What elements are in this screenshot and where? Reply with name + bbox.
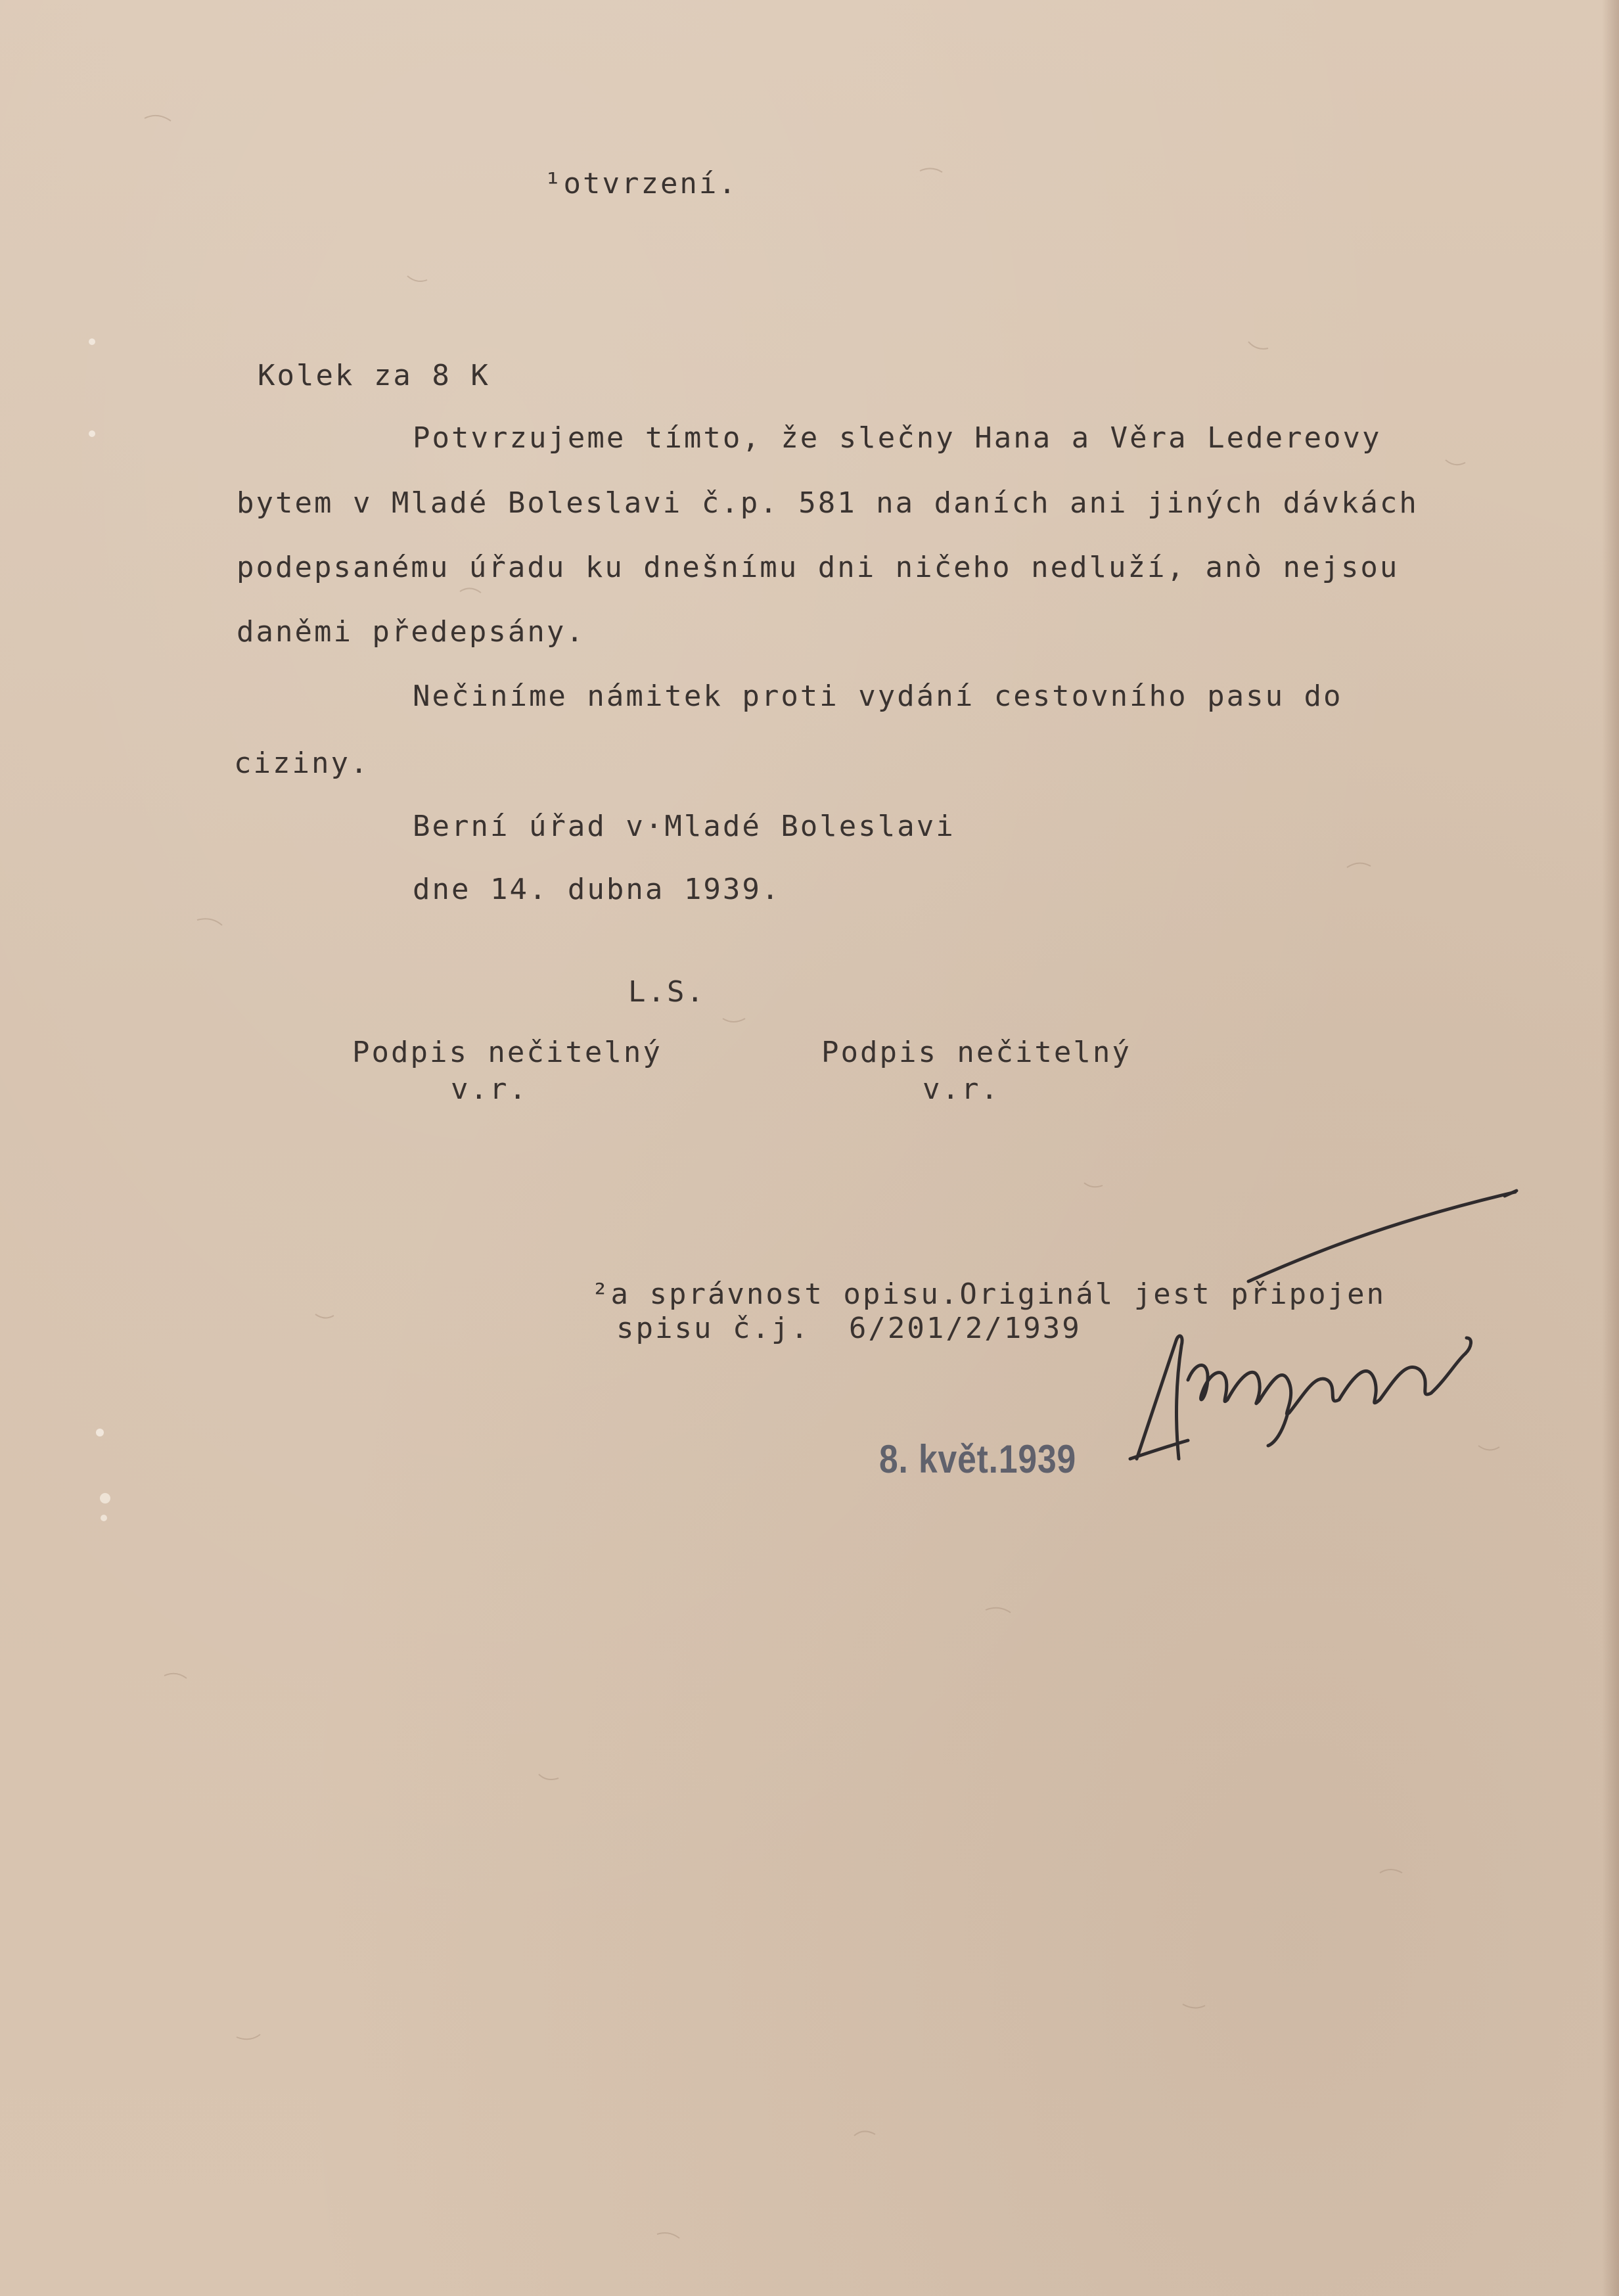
document-title: ¹otvrzení. <box>544 167 738 200</box>
signature-1-vr: v.r. <box>451 1072 528 1106</box>
objection-line-1: Nečiníme námitek proti vydání cestovního pasu do <box>413 679 1343 713</box>
seal-mark: L.S. <box>628 975 706 1009</box>
certification-line-2: spisu č.j. 6/201/2/1939 <box>616 1312 1082 1345</box>
body-line-3: podepsanému úřadu ku dnešnímu dni ničeho nedluží, anò nejsou <box>237 551 1400 584</box>
objection-line-2: ciziny. <box>234 746 370 780</box>
body-line-2: bytem v Mladé Boleslavi č.p. 581 na daních ani jiných dávkách <box>237 486 1419 520</box>
body-line-1: Potvrzujeme tímto, že slečny Hana a Věra Ledereovy <box>413 421 1382 455</box>
issue-date: dne 14. dubna 1939. <box>413 873 781 906</box>
paper-edge-shadow <box>1602 0 1619 2296</box>
body-line-4: daněmi předepsány. <box>237 615 585 649</box>
signature-2-vr: v.r. <box>923 1072 1000 1106</box>
punch-marks <box>0 0 131 2296</box>
handwritten-signature <box>1110 1183 1531 1498</box>
signature-1-label: Podpis nečitelný <box>352 1036 662 1069</box>
certification-line-1: ²a správnost opisu.Originál jest připojen <box>591 1277 1386 1311</box>
signature-2-label: Podpis nečitelný <box>821 1036 1131 1069</box>
date-stamp: 8. květ.1939 <box>879 1437 1077 1481</box>
stamp-fee-note: Kolek za 8 K <box>258 359 490 392</box>
issuing-office: Berní úřad v·Mladé Boleslavi <box>413 810 955 843</box>
